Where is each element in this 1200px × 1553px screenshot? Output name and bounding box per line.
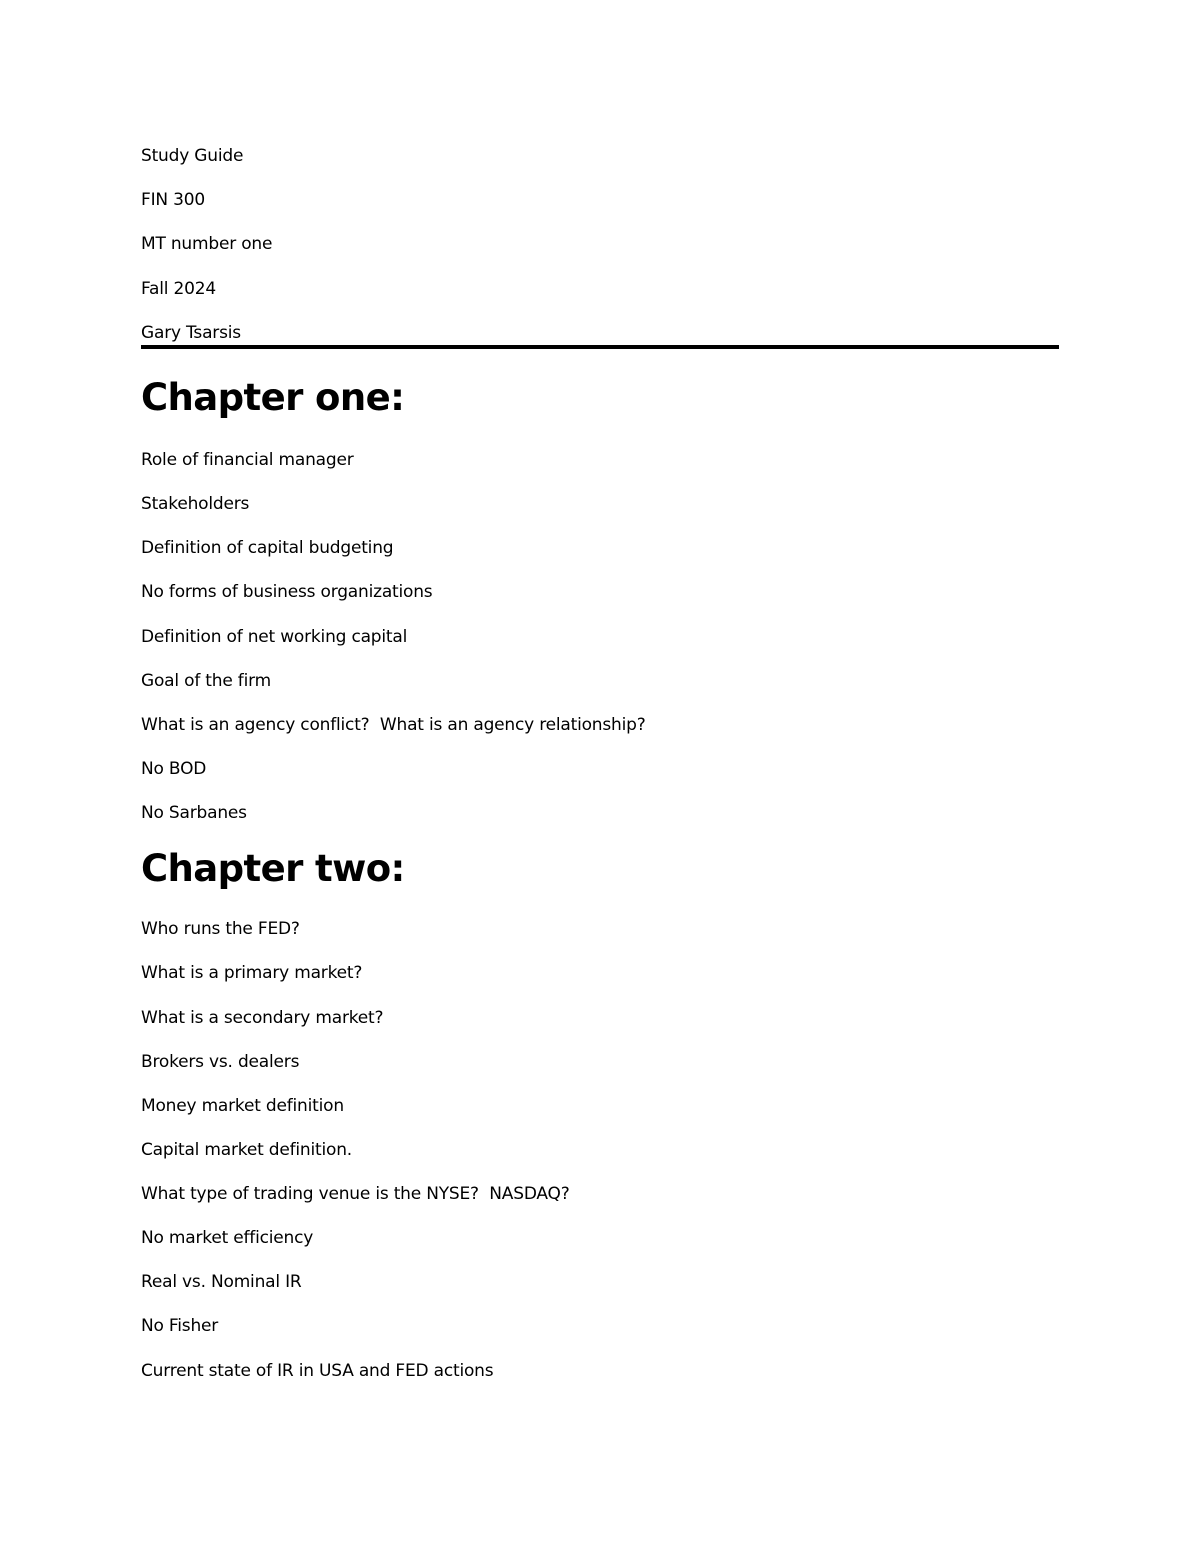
- chapter-one-item: Definition of net working capital: [141, 627, 408, 647]
- chapter-one-item: No Sarbanes: [141, 803, 247, 823]
- chapter-two-item: No market efficiency: [141, 1228, 314, 1248]
- chapter-one-item: No forms of business organizations: [141, 582, 433, 602]
- header-divider: [141, 345, 1059, 349]
- author-name: Gary Tsarsis: [141, 323, 241, 343]
- chapter-two-heading: Chapter two:: [141, 847, 405, 890]
- chapter-two-item: Capital market definition.: [141, 1140, 352, 1160]
- chapter-one-heading: Chapter one:: [141, 376, 405, 419]
- exam-name: MT number one: [141, 234, 273, 254]
- term: Fall 2024: [141, 279, 216, 299]
- chapter-two-item: Money market definition: [141, 1096, 344, 1116]
- chapter-two-item: Who runs the FED?: [141, 919, 300, 939]
- chapter-two-item: No Fisher: [141, 1316, 219, 1336]
- chapter-two-item: Real vs. Nominal IR: [141, 1272, 302, 1292]
- course-code: FIN 300: [141, 190, 205, 210]
- chapter-one-item: Goal of the firm: [141, 671, 271, 691]
- chapter-one-item: Definition of capital budgeting: [141, 538, 394, 558]
- chapter-one-item: Role of financial manager: [141, 450, 354, 470]
- chapter-one-item: No BOD: [141, 759, 207, 779]
- chapter-two-item: Current state of IR in USA and FED actions: [141, 1361, 494, 1381]
- chapter-one-item: Stakeholders: [141, 494, 250, 514]
- chapter-two-item: What is a secondary market?: [141, 1008, 384, 1028]
- chapter-two-item: Brokers vs. dealers: [141, 1052, 300, 1072]
- doc-title: Study Guide: [141, 146, 244, 166]
- chapter-two-item: What type of trading venue is the NYSE? NASDAQ?: [141, 1184, 570, 1204]
- chapter-two-item: What is a primary market?: [141, 963, 363, 983]
- chapter-one-item: What is an agency conflict? What is an agency relationship?: [141, 715, 646, 735]
